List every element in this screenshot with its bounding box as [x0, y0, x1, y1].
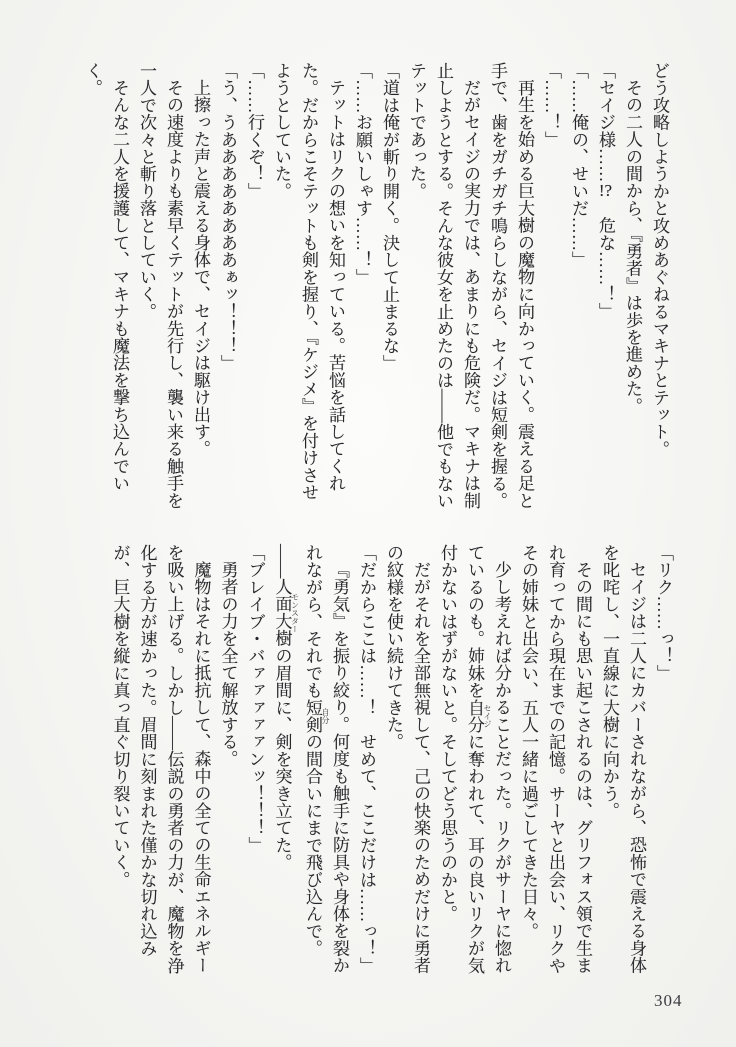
paragraph: 少し考えれば分かることだった。リクがサーヤに惚れているのも。姉妹を自分 セイジに奪われて、耳の良いリクが気付かないはずがないと。そしてどう思うのかと。 [438, 544, 511, 975]
paragraph: 勇者の力を全て解放する。 [218, 561, 238, 768]
paragraph: だがセイジの実力では、あまりにも危険だ。マキナは制止しようとする。そんな彼女を止めたのは――他でもないテットであった。 [407, 62, 480, 510]
paragraph: そんな二人を援護して、マキナも魔法を撃ち込んでいく。 [83, 62, 129, 492]
paragraph: 『勇気』を振り絞り。何度も触手に防具や身体を裂かれながら、それでも短剣 自分の間合いにまで飛び込んで。 [303, 544, 349, 974]
paragraph: 「……俺の、せいだ……」 [569, 62, 588, 269]
paragraph: テットはリクの想いを知っている。苦悩を話してくれた。だからこそテットも剣を握り、『ケジメ』を付けさせようとしていた。 [272, 62, 345, 501]
paragraph: どう攻略しようかと攻めあぐねるマキナとテット。 [650, 62, 669, 458]
paragraph: 上擦った声と震える身体で、セイジは駆け出す。 [191, 79, 210, 458]
paragraph: 「……お願いしゃす……！」 [353, 62, 372, 286]
paragraph: だがそれを全部無視して、己の快楽のためだけに勇者の紋様を使い続けてきた。 [384, 544, 430, 974]
page-number: 304 [654, 991, 683, 1010]
tate-chu-yoko-text: !? [598, 182, 613, 200]
ruby-annotated-word: 短剣 自分 [303, 698, 330, 734]
paragraph: 「セイジ様……!? 危な……！」 [596, 62, 615, 320]
paragraph: 「リク……っ！」 [654, 544, 673, 682]
paragraph: 「……行くぞ！」 [245, 62, 264, 200]
paragraph: 再生を始める巨大樹の魔物に向かっていく。震える足と手で、歯をガチガチ鳴らしながら、セイジは短剣を握る。 [488, 62, 534, 510]
ruby-annotated-word: 自分 セイジ [465, 698, 492, 734]
paragraph: 「う、うああああああああぁッ！！！」 [218, 62, 237, 372]
paragraph: セイジは二人にカバーされながら、恐怖で震える身体を叱咤し、一直線に大樹に向かう。 [600, 544, 646, 974]
paragraph: ――人面大樹 モンスターの眉間に、剣を突き立てた。 [272, 544, 300, 871]
upper-text-block [79, 62, 673, 512]
paragraph: その二人の間から、『勇者』は歩を進めた。 [623, 79, 642, 415]
paragraph: 「道は俺が斬り開く。決して止まるな」 [380, 62, 399, 372]
lower-text-block [107, 544, 678, 990]
paragraph: 「だからここは……！ せめて、ここだけは……っ！」 [357, 544, 376, 974]
paragraph: その間にも思い起こされるのは、グリフォス領で生まれ育ってから現在までの記憶。サーヤと出会い、リクやその姉妹と出会い、五人一緒に過ごしてきた日々。 [519, 544, 592, 974]
paragraph: 「……！」 [542, 62, 561, 148]
ruby-annotated-word: 人面大樹 モンスター [272, 578, 300, 648]
paragraph: 魔物はそれに抵抗して、森中の全ての生命エネルギーを吸い上げる。しかし――伝説の勇者の力が、魔物を浄化する方が速かった。眉間に刻まれた僅かな切れ込みが、巨大樹を縦に真っ直ぐ切り裂いていく。 [110, 544, 211, 974]
paragraph: その速度よりも素早くテットが先行し、襲い来る触手を一人で次々と斬り落としていく。 [137, 62, 183, 509]
paragraph: 「ブレイブ・バァァァァァンッ！！！」 [245, 544, 265, 854]
